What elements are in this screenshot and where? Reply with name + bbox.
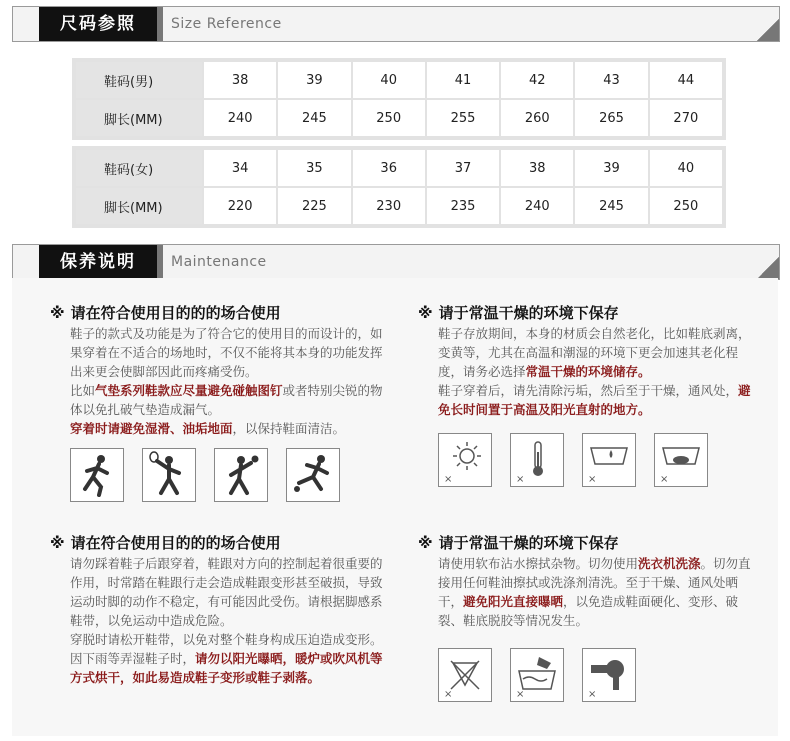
section-title: ※ 请在符合使用目的的的场合使用 — [50, 304, 281, 322]
no-soak-tray-icon — [654, 433, 708, 487]
size-cell: 34 — [203, 149, 277, 187]
size-cell: 38 — [500, 149, 574, 187]
paragraph: 穿着时请避免湿滑、油垢地面，以保持鞋面清洁。 — [70, 421, 346, 436]
size-cell: 38 — [203, 61, 277, 99]
length-cell: 245 — [277, 99, 351, 137]
no-sun-icon — [438, 433, 492, 487]
hand-wash-icon — [510, 648, 564, 702]
paragraph: 鞋子存放期间，本身的材质会自然老化，比如鞋底剥离，变黄等，尤其在高温和潮湿的环境下更会加速其老化程度，请务必选择常温干燥的环境储存。 — [438, 326, 751, 379]
men-size-table — [74, 60, 724, 138]
size-cell: 42 — [500, 61, 574, 99]
men-length-label: 脚长(MM) — [75, 99, 203, 137]
size-cell: 40 — [649, 149, 723, 187]
basketball-player-icon — [214, 448, 268, 502]
usage-section-2 — [50, 532, 390, 687]
maintenance-subtitle: Maintenance — [171, 254, 267, 270]
size-cell: 36 — [352, 149, 426, 187]
soccer-player-icon — [286, 448, 340, 502]
running-person-icon — [70, 448, 124, 502]
length-cell: 260 — [500, 99, 574, 137]
length-cell: 230 — [352, 187, 426, 225]
length-cell: 240 — [500, 187, 574, 225]
men-size-label: 鞋码(男) — [75, 61, 203, 99]
size-cell: 43 — [574, 61, 648, 99]
storage-section-2 — [418, 532, 758, 702]
svg-text:×: × — [444, 474, 453, 485]
table-row — [75, 187, 723, 225]
icon-row — [438, 648, 758, 702]
size-cell: 41 — [426, 61, 500, 99]
section-title: ※ 请在符合使用目的的的场合使用 — [50, 534, 281, 552]
no-hair-dryer-icon — [582, 648, 636, 702]
no-water-tray-icon — [582, 433, 636, 487]
women-length-label: 脚长(MM) — [75, 187, 203, 225]
size-reference-subtitle: Size Reference — [171, 16, 282, 32]
no-heat-thermometer-icon — [510, 433, 564, 487]
svg-text:×: × — [516, 474, 525, 485]
usage-section-1 — [50, 302, 390, 502]
length-cell: 250 — [649, 187, 723, 225]
size-cell: 44 — [649, 61, 723, 99]
length-cell: 265 — [574, 99, 648, 137]
size-cell: 35 — [277, 149, 351, 187]
tennis-player-icon — [142, 448, 196, 502]
storage-section-1 — [418, 302, 758, 487]
svg-text:×: × — [516, 689, 525, 700]
size-cell: 39 — [277, 61, 351, 99]
length-cell: 245 — [574, 187, 648, 225]
length-cell: 220 — [203, 187, 277, 225]
paragraph: 穿脱时请松开鞋带，以免对整个鞋身构成压迫造成变形。因下雨等弄湿鞋子时，请勿以阳光曝晒，暖炉或吹风机等方式烘干，如此易造成鞋子变形或鞋子剥落。 — [70, 632, 383, 685]
maintenance-panel — [12, 278, 778, 736]
svg-text:×: × — [588, 474, 597, 485]
paragraph: 请勿踩着鞋子后跟穿着，鞋跟对方向的控制起着很重要的作用，时常踏在鞋跟行走会造成鞋跟变形甚至破损，导致运动时脚的动作不稳定，有可能因此受伤。请根据脚感系鞋带，以免运动中造成危险。 — [70, 556, 383, 628]
svg-text:×: × — [660, 474, 669, 485]
svg-text:×: × — [444, 689, 453, 700]
size-cell: 37 — [426, 149, 500, 187]
size-reference-title: 尺码参照 — [39, 7, 157, 41]
length-cell: 270 — [649, 99, 723, 137]
section-title: ※ 请于常温干燥的环境下保存 — [418, 304, 619, 322]
corner-triangle-icon — [757, 257, 779, 279]
length-cell: 255 — [426, 99, 500, 137]
size-reference-header — [12, 6, 780, 42]
corner-triangle-icon — [757, 19, 779, 41]
svg-text:×: × — [588, 689, 597, 700]
table-row — [75, 99, 723, 137]
size-cell: 39 — [574, 149, 648, 187]
paragraph: 请使用软布沾水擦拭杂物。切勿使用洗衣机洗涤。切勿直接用任何鞋油擦拭或洗涤剂清洗。至于干燥、通风处晒干，避免阳光直接曝晒，以免造成鞋面硬化、变形、破裂、鞋底脱胶等情况发生。 — [438, 556, 751, 628]
length-cell: 250 — [352, 99, 426, 137]
section-body — [438, 554, 758, 630]
paragraph: 比如气垫系列鞋款应尽量避免碰触图钉或者特别尖锐的物体以免扎破气垫造成漏气。 — [70, 383, 383, 417]
paragraph: 鞋子穿着后，请先清除污垢，然后至于干燥，通风处，避免长时间置于高温及阳光直射的地方。 — [438, 383, 751, 417]
table-row — [75, 61, 723, 99]
icon-row — [438, 433, 758, 487]
length-cell: 225 — [277, 187, 351, 225]
women-size-label: 鞋码(女) — [75, 149, 203, 187]
maintenance-header — [12, 244, 780, 280]
length-cell: 235 — [426, 187, 500, 225]
table-row — [75, 149, 723, 187]
no-bleach-icon — [438, 648, 492, 702]
maintenance-title: 保养说明 — [39, 245, 157, 279]
size-cell: 40 — [352, 61, 426, 99]
section-body — [70, 324, 390, 438]
women-size-table — [74, 148, 724, 226]
paragraph: 鞋子的款式及功能是为了符合它的使用目的而设计的，如果穿着在不适合的场地时，不仅不能将其本身的功能发挥出来更会使脚部因此而疼痛受伤。 — [70, 326, 383, 379]
length-cell: 240 — [203, 99, 277, 137]
section-body — [70, 554, 390, 687]
section-body — [438, 324, 758, 419]
section-title: ※ 请于常温干燥的环境下保存 — [418, 534, 619, 552]
icon-row — [70, 448, 390, 502]
